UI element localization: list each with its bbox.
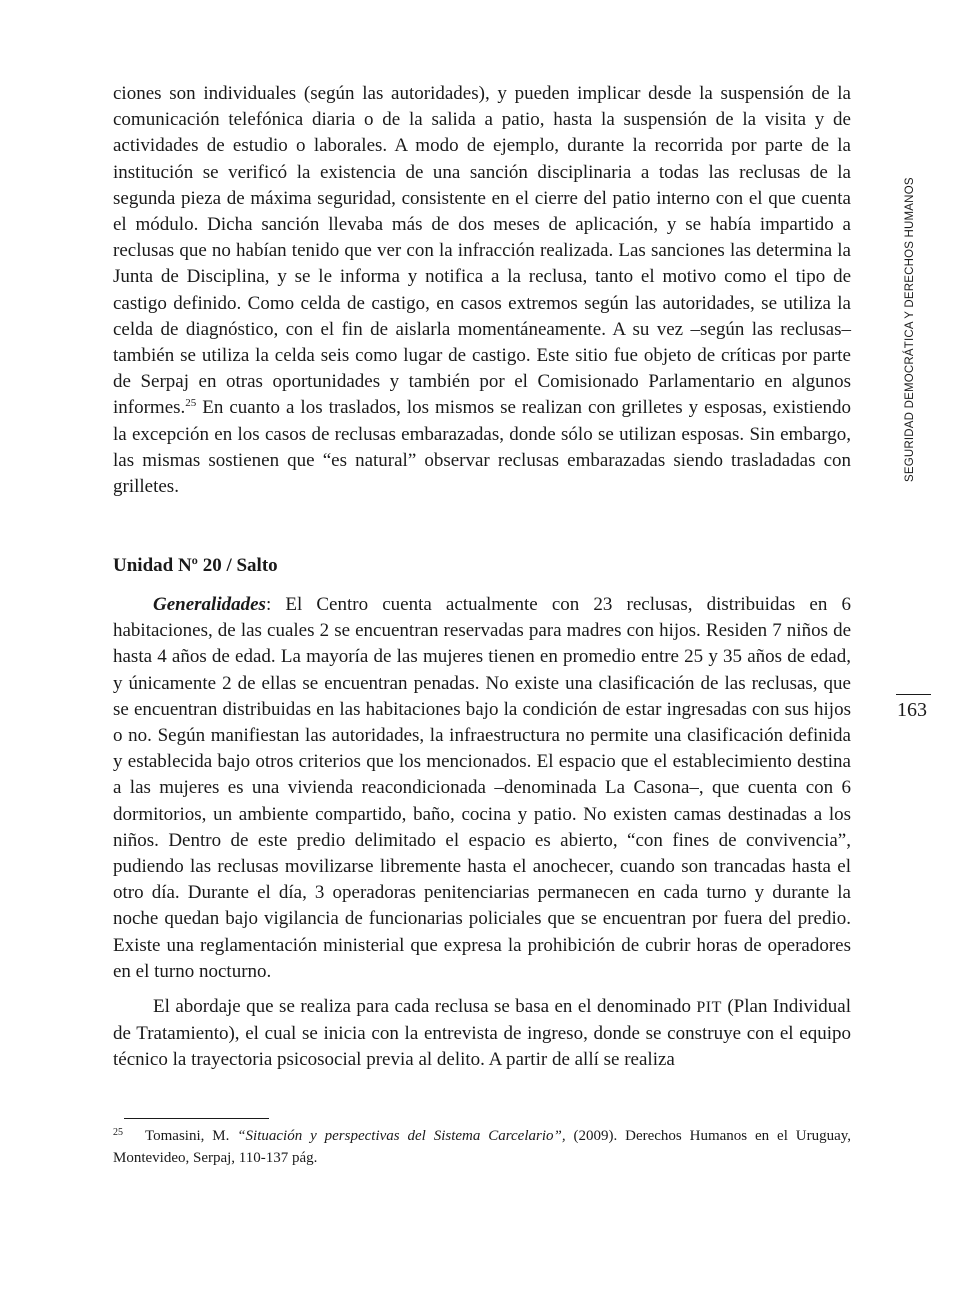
footnote-details: (2009). Derechos Humanos en el Uruguay, Montevideo, Serpaj, 110-137 pág. [113,1128,851,1166]
paragraph-text: : El Centro cuenta actualmente con 23 reclusas, distribuidas en 6 habitaciones, de las cuales 2 se encuentran reservadas para madres con hijos. Residen 7 niños de hasta 4 años de edad. La mayoría de las mujeres tienen en promedio entre 25 y 35 años de edad, y únicamente 2 de ellas se encuentran penadas. No existe una clasificación de las reclusas, que se encuentran distribuidas en las habitaciones bajo la condición de estar ingresadas con sus hijos o no. Según manifiestan las autoridades, la infraestructura no permite una clasificación definida y establecida bajo otros criterios que los mencionados. El espacio que el establecimiento destina a las mujeres es una vivienda reacondicionada –denominada La Casona–, que cuenta con 6 dormitorios, un ambiente compartido, baño, cocina y patio. No existen camas destinadas a los niños. Dentro de este predio delimitado el espacio es abierto, “con fines de convivencia”, pudiendo las reclusas movilizarse libremente hasta el anochecer, cuando son trancadas hasta el otro día. Durante el día, 3 operadoras penitenciarias permanecen en cada turno y durante la noche quedan bajo vigilancia de funcionarias policiales que se encuentran por fuera del predio. Existe una reglamentación ministerial que expresa la prohibición de cubrir horas de operadores en el turno nocturno. [113,594,851,982]
footnote: 25 Tomasini, M. “Situación y perspectivas del Sistema Carcelario”, (2009). Derechos Humanos en el Uruguay, Montevideo, Serpaj, 110-137 pág. [113,1127,851,1166]
footnote-separator [124,1118,269,1119]
paragraph-text: (Plan Individual de Tratamiento), el cual se inicia con la entrevista de ingreso, donde se construye con el equipo técnico la trayectoria psicosocial previa al delito. A partir de allí se realiza [113,996,851,1071]
paragraph-text: En cuanto a los traslados, los mismos se realizan con grilletes y esposas, existiendo la excepción en los casos de reclusas embarazadas, donde sólo se utilizan esposas. Sin embargo, las mismas sostienen que “es natural” observar reclusas embarazadas siendo trasladadas con grilletes. [113,397,851,498]
page-number: 163 [897,699,927,721]
section-body [113,592,851,1074]
page-number-rule [896,694,931,695]
paragraph-lead-term: Generalidades [153,594,266,615]
body-paragraph-2 [113,592,851,985]
running-title: SEGURIDAD DEMOCRÁTICA Y DERECHOS HUMANOS [904,177,916,482]
footnote-reference[interactable]: 25 [185,397,197,410]
body-paragraph-1 [113,81,851,500]
footnote-author: Tomasini, M. [145,1128,238,1144]
footnote-title: “Situación y perspectivas del Sistema Carcelario”, [237,1128,566,1144]
body-paragraph-3 [113,994,851,1074]
section-heading: Unidad Nº 20 / Salto [113,555,278,576]
paragraph-text: El abordaje que se realiza para cada reclusa se basa en el denominado [153,996,697,1018]
acronym-pit: PIT [696,999,722,1017]
paragraph-text: ciones son individuales (según las autoridades), y pueden implicar desde la suspensión de la comunicación telefónica diaria o de la salida a patio, hasta la suspensión de la visita y de actividades de estudio o laborales. A modo de ejemplo, durante la recorrida por parte de la institución se verificó la existencia de una sanción disciplinaria a todas las reclusas de la segunda pieza de máxima seguridad, consistente en el cierre del patio interno con el que cuenta el módulo. Dicha sanción llevaba más de dos meses de aplicación, y se había impartido a reclusas que no habían tenido que ver con la infracción realizada. Las sanciones las determina la Junta de Disciplina, y se le informa y notifica a la reclusa, tanto el motivo como el tipo de castigo definido. Como celda de castigo, en casos extremos según las autoridades, se utiliza la celda de diagnóstico, con el fin de aislarla momentáneamente. A su vez –según las reclusas– también se utiliza la celda seis como lugar de castigo. Este sitio fue objeto de críticas por parte de Serpaj en otras oportunidades y también por el Comisionado Parlamentario en algunos informes. [113,83,851,419]
